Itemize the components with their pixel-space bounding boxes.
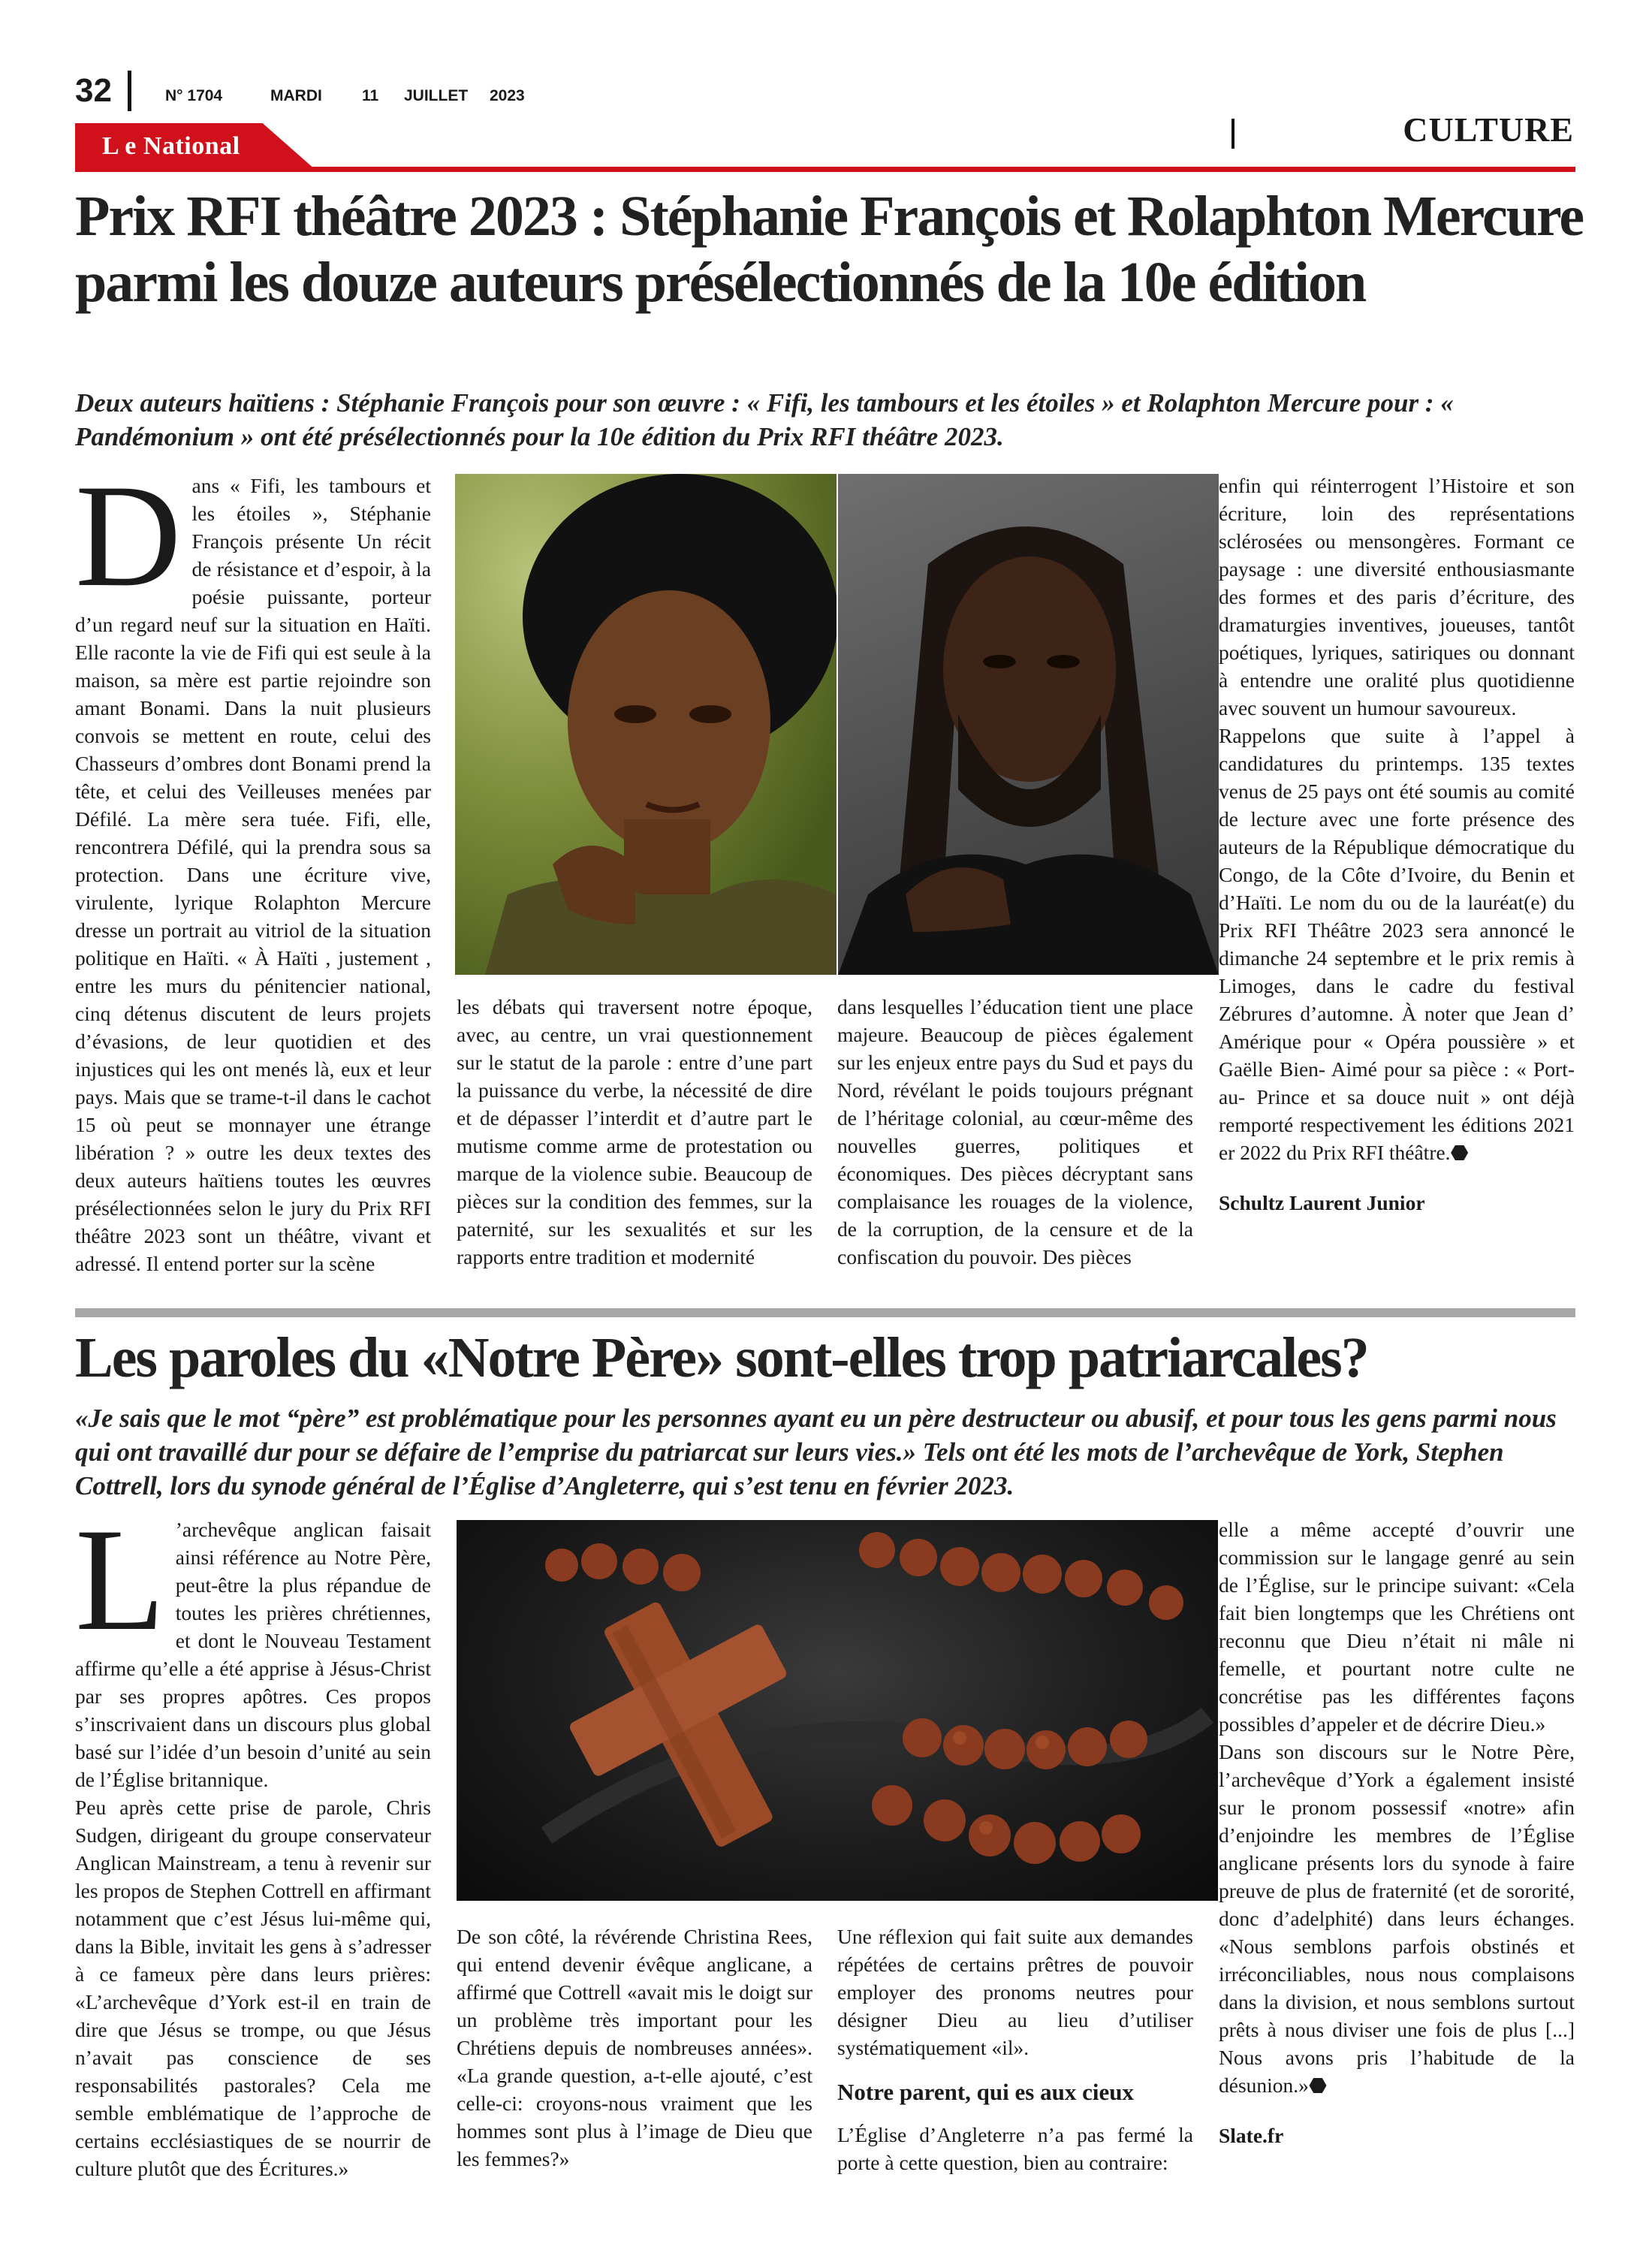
article1-column-3 bbox=[837, 993, 1193, 1271]
page-number: 32 bbox=[75, 72, 112, 109]
page-number-divider bbox=[128, 71, 131, 111]
section-divider bbox=[1231, 119, 1234, 149]
article1-col2-text: les débats qui traversent notre époque, avec, au centre, un vrai questionnement sur le statut de la parole : entre d’une part la puissance du verbe, la nécessité de dire et de dépasser l’interdit et d’autre part le mutisme comme arme de protestation ou marque de la violence subie. Beaucoup de pièces sur la condition des femmes, sur la paternité, sur les sexualités et sur les rapports entre tradition et modernité bbox=[457, 995, 812, 1268]
end-mark-icon: ⬣ bbox=[1308, 2074, 1327, 2097]
date-day: 11 bbox=[362, 87, 379, 104]
rolaphton-mercure-photo bbox=[838, 474, 1219, 975]
article2-source: Slate.fr bbox=[1219, 2124, 1284, 2147]
article1-column-1 bbox=[75, 454, 431, 1277]
article2-standfirst: «Je sais que le mot “père” est problématique pour les personnes ayant eu un père destructeur ou abusif, et pour tous les gens parmi nous qui ont travaillé dur pour se défaire de l’emprise du patriarcat sur leurs vies.» Tels ont été les mots de l’archevêque de York, Stephen Cottrell, lors du synode général de l’Église d’Angleterre, qui s’est tenu en février 2023. bbox=[75, 1404, 1557, 1500]
article2-column-3 bbox=[837, 1923, 1193, 2176]
rosary-cross-photo bbox=[457, 1520, 1218, 1901]
article1-col4-text-b bbox=[1219, 722, 1575, 1166]
date-month: JUILLET bbox=[404, 87, 469, 104]
article1-headline: Prix RFI théâtre 2023 : Stéphanie François et Rolaphton Mercure parmi les douze auteurs présélectionnés de la 10e édition bbox=[75, 185, 1584, 314]
article1-byline: Schultz Laurent Junior bbox=[1219, 1191, 1425, 1214]
article1-col3-text: dans lesquelles l’éducation tient une place majeure. Beaucoup de pièces également sur les enjeux entre pays du Sud et pays du Nord, révélant le poids toujours prégnant de l’héritage colonial, au cœur-même des nouvelles guerres, politiques et économiques. Des pièces décryptant sans complaisance les rouages de la violence, de la corruption, de la censure et de la confiscation du pouvoir. Des pièces bbox=[837, 995, 1193, 1268]
article2-column-4 bbox=[1219, 1516, 1575, 2149]
article-separator bbox=[75, 1308, 1575, 1317]
rosary-illustration bbox=[457, 1520, 1218, 1901]
article2-col4-text-b bbox=[1219, 1738, 1575, 2099]
stephanie-francois-photo bbox=[455, 474, 837, 975]
article2-headline: Les paroles du «Notre Père» sont-elles trop patriarcales? bbox=[75, 1326, 1368, 1389]
brand-label: L e National bbox=[102, 132, 240, 160]
masthead-rule bbox=[75, 167, 1575, 172]
portrait-woman-illustration bbox=[455, 474, 837, 975]
article2-drop-cap: L bbox=[75, 1498, 165, 1661]
article2-col1-text-a: ’archevêque anglican faisait ainsi référence au Notre Père, peut-être la plus répandue de toutes les prières chrétiennes, et dont le Nouveau Testament affirme qu’elle a été apprise à Jésus-Christ par ses propres apôtres. Ces propos s’inscrivaient dans un discours plus global basé sur l’idée d’un besoin d’unité au sein de l’Église britannique. bbox=[75, 1518, 431, 1791]
article1-col4-text-a: enfin qui réinterrogent l’Histoire et son écriture, loin des représentations sclérosées ou mensongères. Formant ce paysage : une diversité enthousiasmante des formes et des paris d’écriture, des dramaturgies inventives, joueuses, tantôt poétiques, lyriques, satiriques ou donnant à entendre une oralité plus quotidienne avec souvent un humour savoureux. bbox=[1219, 474, 1575, 719]
article1-standfirst: Deux auteurs haïtiens : Stéphanie François pour son œuvre : « Fifi, les tambours et les étoiles » et Rolaphton Mercure pour : « Pandémonium » ont été présélectionnés pour la 10e édition du Prix RFI théâtre 2023. bbox=[75, 388, 1454, 451]
article2-col3-text-b: L’Église d’Angleterre n’a pas fermé la porte à cette question, bien au contraire: bbox=[837, 2123, 1193, 2174]
date-weekday: MARDI bbox=[270, 87, 322, 104]
portrait-man-illustration bbox=[838, 474, 1219, 975]
article2-subhead: Notre parent, qui es aux cieux bbox=[837, 2079, 1134, 2105]
article2-col4-text-a: elle a même accepté d’ouvrir une commission sur le langage genré au sein de l’Église, sur le principe suivant: «Cela fait bien longtemps que les Chrétiens ont reconnu que Dieu n’était ni mâle ni femelle, et pourtant notre culte ne concrétise pas les différentes façons possibles d’appeler et de décrire Dieu.» bbox=[1219, 1518, 1575, 1736]
article2-column-2 bbox=[457, 1923, 812, 2173]
article2-column-1 bbox=[75, 1498, 431, 2182]
section-label: CULTURE bbox=[1403, 110, 1574, 149]
issue-number: N° 1704 bbox=[165, 87, 223, 104]
article1-column-2 bbox=[457, 993, 812, 1271]
article1-drop-cap: D bbox=[75, 454, 182, 617]
article2-col1-text-b: Peu après cette prise de parole, Chris Sudgen, dirigeant du groupe conservateur Anglican Mainstream, a tenu à revenir sur les propos de Stephen Cottrell en affirmant notamment que c’est Jésus lui-même qui, dans la Bible, invitait les gens à s’adresser à ce fameux père dans leurs prières: «L’archevêque d’York est-il en train de dire que Jésus se trompe, ou que Jésus n’avait pas conscience de ses responsabilités pastorales? Cela me semble emblématique de l’approche de certains ecclésiastiques de se nourrir de culture plutôt que des Écritures.» bbox=[75, 1796, 431, 2180]
article1-column-4 bbox=[1219, 472, 1575, 1217]
article2-col4-body-b: Dans son discours sur le Notre Père, l’archevêque d’York a également insisté sur le pronom possessif «notre» afin d’enjoindre les membres de l’Église anglicane présents lors du synode à faire preuve de plus de fraternité (et de sororité, donc d’adelphité) dans leurs échanges. «Nous semblons parfois obstinés et irréconciliables, nous nous complaisons dans la division, et nous semblons surtout prêts à nous diviser une fois de plus [...] Nous avons pris l’habitude de la désunion.» bbox=[1219, 1740, 1575, 2097]
article2-col1-paragraph-a bbox=[75, 1498, 431, 1793]
article1-col1-text: ans « Fifi, les tambours et les étoiles », Stéphanie François présente Un récit de résistance et d’espoir, à la poésie puissante, porteur d’un regard neuf sur la situation en Haïti. Elle raconte la vie de Fifi qui est seule à la maison, sa mère est partie rejoindre son amant Bonami. Dans la nuit plusieurs convois se mettent en route, celui des Chasseurs d’ombres dont Bonami prend la tête, et celui des Veilleuses menées par Défilé. La mère sera tuée. Fifi, elle, rencontrera Défilé, qui la prendra sous sa protection. Dans une écriture vive, virulente, lyrique Rolaphton Mercure dresse un portrait au vitriol de la situation politique en Haïti. « À Haïti , justement , entre les murs du pénitencier national, cinq détenus discutent de leurs projets d’évasions, de leur quotidien et des injustices qui les ont menés là, eux et leur pays. Mais que se trame-t-il dans le cachot 15 où peut se monnayer une étrange libération ? » outre les deux textes des deux auteurs haïtiens toutes les œuvres présélectionnées selon le jury du Prix RFI théâtre 2023 sont un théâtre, vivant et adressé. Il entend porter sur la scène bbox=[75, 474, 431, 1275]
article2-col2-text: De son côté, la révérende Christina Rees, qui entend devenir évêque anglicane, a affirmé que Cottrell «avait mis le doigt sur un problème très important pour les Chrétiens depuis de nombreuses années». «La grande question, a-t-elle ajouté, c’est celle-ci: croyons-nous vraiment que les hommes sont plus à l’image de Dieu que les femmes?» bbox=[457, 1925, 812, 2170]
date-year: 2023 bbox=[490, 87, 525, 104]
article2-col3-text-a: Une réflexion qui fait suite aux demandes répétées de certains prêtres de pouvoir employer des pronoms neutres pour désigner Dieu au lieu d’utiliser systématiquement «il». bbox=[837, 1925, 1193, 2059]
article1-col4-body-b: Rappelons que suite à l’appel à candidatures du printemps. 135 textes venus de 25 pays ont été soumis au comité de lecture avec une forte présence des auteurs de la République démocratique du Congo, de la Côte d’Ivoire, du Benin et d’Haïti. Le nom du ou de la lauréat(e) du Prix RFI Théâtre 2023 sera annoncé le dimanche 24 septembre et le prix remis à Limoges, dans le cadre du festival Zébrures d’automne. À noter que Jean d’ Amérique pour « Opéra poussière » et Gaëlle Bien- Aimé pour sa pièce : « Port- au- Prince et sa douce nuit » ont déjà remporté respectivement les éditions 2021 er 2022 du Prix RFI théâtre. bbox=[1219, 724, 1575, 1164]
end-mark-icon: ⬣ bbox=[1450, 1141, 1469, 1164]
